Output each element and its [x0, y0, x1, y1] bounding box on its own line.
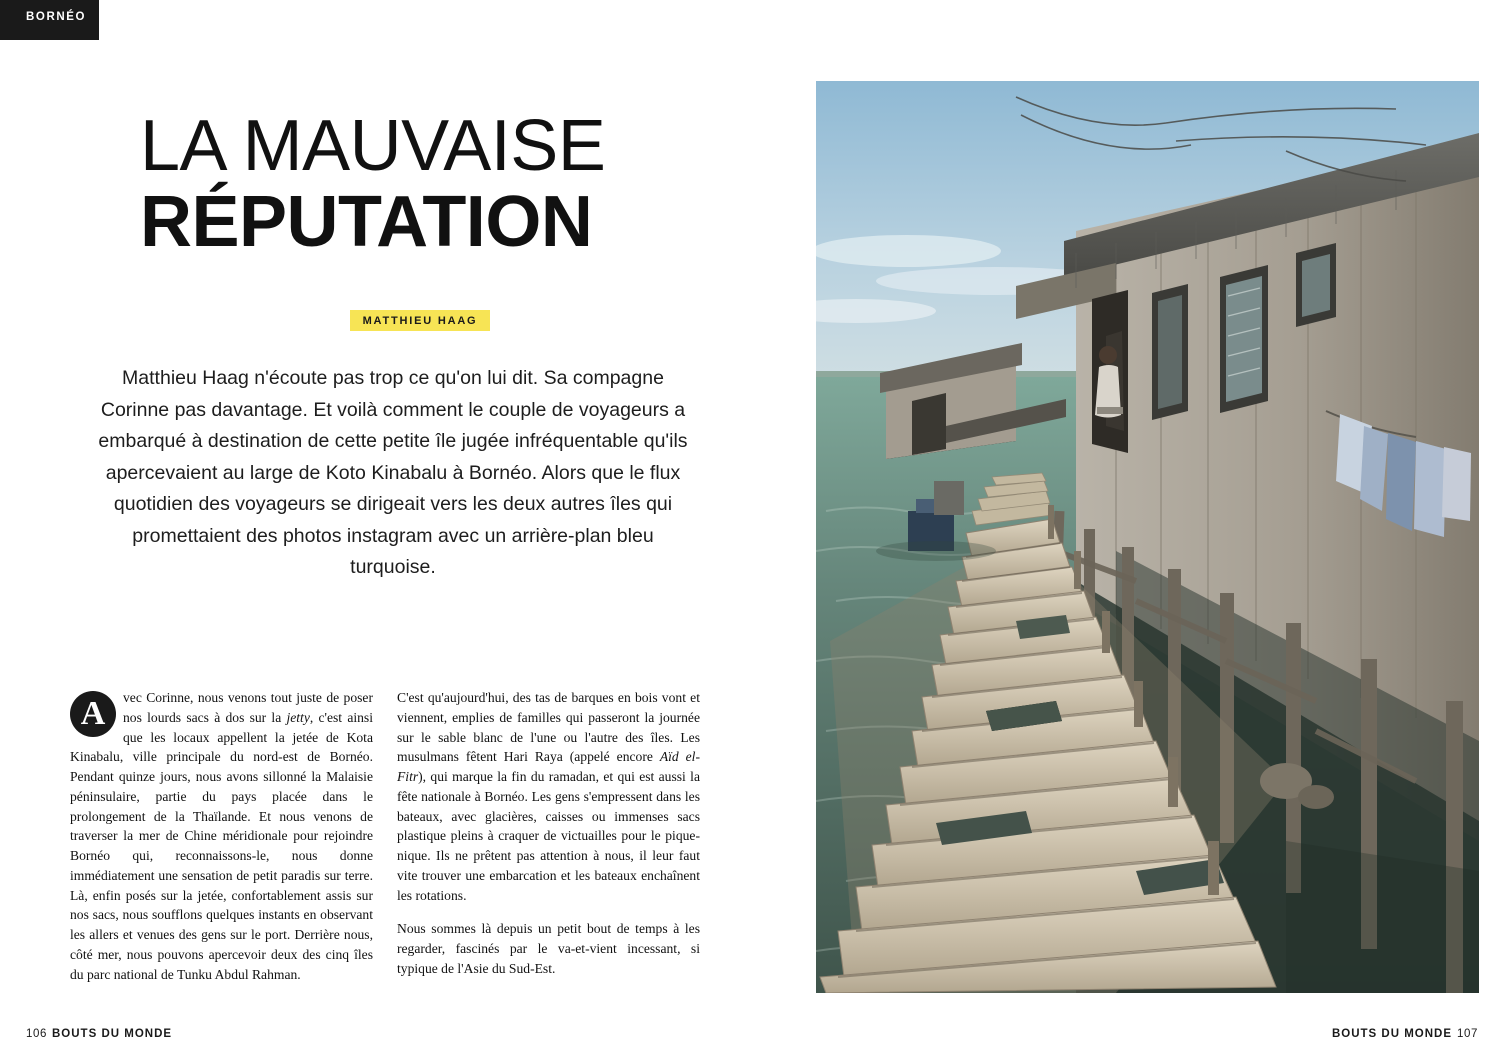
- body-text-b: , c'est ainsi que les locaux appellent la jetée de Kota Kinabalu, ville principale du nord-est de Bornéo. Pendant quinze jours, nous avons sillonné la Malaisie péninsulaire, partie du pays placée dans le prolongement de la Thaïlande. Et nous venons de traverser la mer de Chine méridionale pour rejoindre Bornéo qui, reconnaissons-le, nous donne immédiatement une sensation de petit paradis sur terre. Là, enfin posés sur la jetée, confortablement assis sur nos sacs, nous soufflons quelques instants en observant les allers et venues des gens sur le port. Derrière nous, côté mer, nous pouvons apercevoir deux des cinq îles du parc national de Tunku Abdul Rahman.: [70, 709, 373, 982]
- drop-cap: A: [70, 691, 116, 737]
- body-paragraph: Nous sommes là depuis un petit bout de temps à les regarder, fascinés par le va-et-vient incessant, si typique de l'Asie du Sud-Est.: [397, 921, 700, 976]
- body-column-2: [397, 688, 700, 998]
- standfirst-text: Matthieu Haag n'écoute pas trop ce qu'on lui dit. Sa compagne Corinne pas davantage. Et voilà comment le couple de voyageurs a embarqué à destination de cette petite île jugée infréquentable qu'ils apercevaient au large de Koto Kinabalu à Bornéo. Alors que le flux quotidien des voyageurs se dirigeait vers les deux autres îles qui promettaient des photos instagram avec un arrière-plan bleu turquoise.: [98, 367, 688, 579]
- photo-illustration: [816, 81, 1479, 993]
- page-title: [140, 106, 700, 263]
- publication-name-left: BOUTS DU MONDE: [52, 1028, 173, 1040]
- body-text-a: C'est qu'aujourd'hui, des tas de barques en bois vont et viennent, emplies de familles qui passeront la journée sur le sable blanc de l'une ou l'autre des îles. Les musulmans fêtent Hari Raya (appelé encore: [397, 690, 700, 765]
- page-number-left: 106: [26, 1028, 47, 1040]
- body-paragraph: [70, 688, 373, 984]
- article-photo: [816, 81, 1479, 993]
- byline-container: [140, 310, 700, 331]
- body-text-italic: jetty: [286, 709, 310, 725]
- body-text-a: vec Corinne, nous venons tout juste de poser nos lourds sacs à dos sur la: [123, 690, 373, 725]
- publication-name-right: BOUTS DU MONDE: [1331, 1028, 1452, 1040]
- title-line-1: LA MAUVAISE: [140, 106, 606, 186]
- body-paragraph: [397, 688, 700, 905]
- footer-left: [26, 1028, 172, 1040]
- running-head-label: BORNÉO: [26, 11, 87, 23]
- title-line-2: RÉPUTATION: [140, 182, 593, 262]
- body-column-1: [70, 688, 373, 998]
- body-text-b: ), qui marque la fin du ramadan, et qui est aussi la fête nationale à Bornéo. Les gens s'empressent dans les bateaux, avec glacières, caisses ou immenses sacs plastique pleins à craquer de victuailles pour le pique-nique. Ils ne prêtent pas attention à nous, il leur faut vite trouver une embarcation et les bateaux enchaînent les rotations.: [397, 769, 700, 903]
- body-text-italic: Aïd el-Fitr: [397, 749, 700, 785]
- footer-right: [1332, 1028, 1478, 1040]
- page-number-right: 107: [1457, 1028, 1478, 1040]
- body-columns: [70, 688, 700, 998]
- author-byline: MATTHIEU HAAG: [350, 310, 491, 331]
